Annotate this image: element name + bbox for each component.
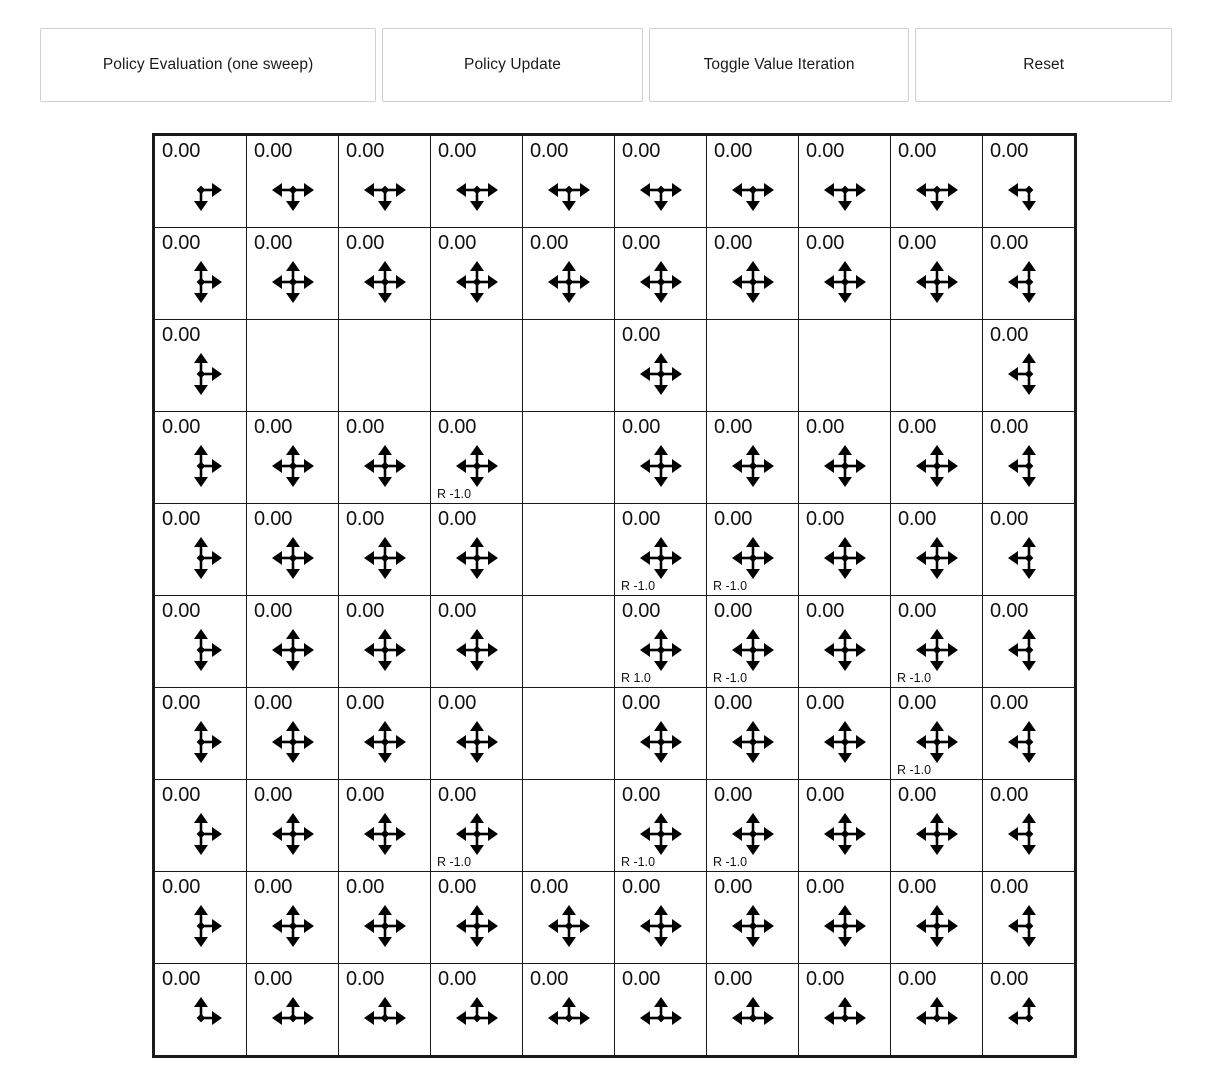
policy-update-button[interactable]: Policy Update	[382, 28, 643, 102]
policy-arrows-icon	[247, 714, 338, 772]
policy-arrows-icon	[891, 254, 982, 312]
policy-arrows-icon	[339, 806, 430, 864]
grid-cell[interactable]	[155, 780, 247, 872]
cell-value: 0.00	[438, 416, 477, 438]
cell-value: 0.00	[530, 232, 569, 254]
grid-cell-wall[interactable]	[799, 320, 891, 412]
cell-value: 0.00	[990, 692, 1029, 714]
cell-value: 0.00	[622, 416, 661, 438]
cell-value: 0.00	[714, 508, 753, 530]
grid-cell[interactable]	[707, 504, 799, 596]
grid-row	[155, 780, 1075, 872]
grid-cell[interactable]	[707, 136, 799, 228]
cell-value: 0.00	[990, 876, 1029, 898]
grid-cell[interactable]	[707, 412, 799, 504]
cell-reward: R -1.0	[437, 487, 472, 501]
policy-arrows-icon	[155, 806, 246, 864]
policy-arrows-icon	[155, 254, 246, 312]
policy-arrows-icon	[615, 438, 706, 496]
grid-cell[interactable]	[891, 872, 983, 964]
cell-value: 0.00	[622, 876, 661, 898]
cell-value: 0.00	[162, 232, 201, 254]
policy-arrows-icon	[615, 990, 706, 1048]
cell-value: 0.00	[438, 140, 477, 162]
cell-value: 0.00	[898, 600, 937, 622]
cell-value: 0.00	[714, 140, 753, 162]
grid-cell[interactable]	[799, 228, 891, 320]
cell-value: 0.00	[622, 968, 661, 990]
grid-cell[interactable]	[155, 504, 247, 596]
gridworld-grid	[152, 133, 1077, 1058]
policy-arrows-icon	[523, 898, 614, 956]
grid-cell-wall[interactable]	[707, 320, 799, 412]
cell-value: 0.00	[438, 876, 477, 898]
cell-value: 0.00	[162, 140, 201, 162]
cell-value: 0.00	[162, 508, 201, 530]
cell-value: 0.00	[346, 140, 385, 162]
cell-value: 0.00	[254, 416, 293, 438]
grid-cell[interactable]	[707, 596, 799, 688]
grid-cell[interactable]	[155, 412, 247, 504]
cell-value: 0.00	[438, 692, 477, 714]
policy-arrows-icon	[983, 714, 1074, 772]
cell-value: 0.00	[806, 508, 845, 530]
grid-cell-wall[interactable]	[523, 320, 615, 412]
grid-cell[interactable]	[339, 228, 431, 320]
grid-cell[interactable]	[983, 964, 1075, 1056]
cell-value: 0.00	[806, 784, 845, 806]
grid-cell[interactable]	[155, 596, 247, 688]
cell-value: 0.00	[162, 600, 201, 622]
cell-value: 0.00	[162, 416, 201, 438]
grid-cell[interactable]	[707, 780, 799, 872]
cell-value: 0.00	[346, 600, 385, 622]
cell-value: 0.00	[530, 876, 569, 898]
grid-row	[155, 596, 1075, 688]
cell-reward: R -1.0	[621, 579, 656, 593]
cell-value: 0.00	[898, 232, 937, 254]
cell-value: 0.00	[438, 968, 477, 990]
cell-value: 0.00	[438, 232, 477, 254]
policy-arrows-icon	[339, 714, 430, 772]
cell-value: 0.00	[254, 692, 293, 714]
cell-value: 0.00	[990, 140, 1029, 162]
grid-cell[interactable]	[247, 228, 339, 320]
grid-cell[interactable]	[983, 872, 1075, 964]
cell-value: 0.00	[162, 784, 201, 806]
cell-reward: R -1.0	[437, 855, 472, 869]
cell-value: 0.00	[622, 324, 661, 346]
policy-arrows-icon	[983, 622, 1074, 680]
cell-value: 0.00	[990, 324, 1029, 346]
grid-cell[interactable]	[247, 596, 339, 688]
policy-arrows-icon	[615, 898, 706, 956]
grid-row	[155, 504, 1075, 596]
policy-arrows-icon	[891, 438, 982, 496]
cell-value: 0.00	[622, 692, 661, 714]
policy-arrows-icon	[247, 162, 338, 220]
policy-arrows-icon	[339, 438, 430, 496]
cell-value: 0.00	[622, 140, 661, 162]
policy-arrows-icon	[431, 990, 522, 1048]
policy-arrows-icon	[891, 162, 982, 220]
grid-cell[interactable]	[155, 964, 247, 1056]
policy-arrows-icon	[983, 254, 1074, 312]
cell-value: 0.00	[254, 140, 293, 162]
policy-arrows-icon	[155, 990, 246, 1048]
policy-arrows-icon	[983, 346, 1074, 404]
grid-cell[interactable]	[431, 872, 523, 964]
grid-cell[interactable]	[155, 688, 247, 780]
reset-button[interactable]: Reset	[915, 28, 1172, 102]
policy-arrows-icon	[799, 990, 890, 1048]
cell-reward: R -1.0	[713, 671, 748, 685]
cell-value: 0.00	[714, 232, 753, 254]
grid-cell[interactable]	[247, 964, 339, 1056]
cell-reward: R -1.0	[621, 855, 656, 869]
grid-cell[interactable]	[431, 228, 523, 320]
grid-cell[interactable]	[615, 872, 707, 964]
grid-row	[155, 688, 1075, 780]
policy-arrows-icon	[799, 438, 890, 496]
grid-cell[interactable]	[983, 136, 1075, 228]
cell-value: 0.00	[898, 876, 937, 898]
policy-arrows-icon	[615, 254, 706, 312]
grid-cell[interactable]	[707, 688, 799, 780]
policy-arrows-icon	[431, 622, 522, 680]
grid-cell[interactable]	[339, 412, 431, 504]
grid-cell[interactable]	[339, 136, 431, 228]
grid-cell[interactable]	[431, 780, 523, 872]
cell-value: 0.00	[898, 416, 937, 438]
policy-arrows-icon	[707, 438, 798, 496]
cell-value: 0.00	[990, 416, 1029, 438]
policy-arrows-icon	[799, 898, 890, 956]
cell-value: 0.00	[714, 416, 753, 438]
cell-value: 0.00	[254, 784, 293, 806]
grid-row	[155, 412, 1075, 504]
policy-arrows-icon	[431, 714, 522, 772]
grid-cell[interactable]	[891, 228, 983, 320]
toggle-value-iteration-button[interactable]: Toggle Value Iteration	[649, 28, 910, 102]
cell-value: 0.00	[806, 600, 845, 622]
policy-arrows-icon	[891, 530, 982, 588]
toolbar	[40, 28, 1172, 102]
cell-value: 0.00	[622, 600, 661, 622]
policy-arrows-icon	[155, 438, 246, 496]
policy-arrows-icon	[799, 622, 890, 680]
policy-arrows-icon	[247, 806, 338, 864]
cell-value: 0.00	[806, 140, 845, 162]
policy-arrows-icon	[431, 162, 522, 220]
grid-cell[interactable]	[799, 136, 891, 228]
policy-arrows-icon	[247, 438, 338, 496]
policy-arrows-icon	[431, 254, 522, 312]
policy-arrows-icon	[707, 898, 798, 956]
grid-cell[interactable]	[431, 688, 523, 780]
policy-evaluation-button[interactable]: Policy Evaluation (one sweep)	[40, 28, 376, 102]
policy-arrows-icon	[799, 254, 890, 312]
policy-arrows-icon	[339, 990, 430, 1048]
grid-cell[interactable]	[983, 596, 1075, 688]
cell-value: 0.00	[714, 692, 753, 714]
policy-arrows-icon	[983, 806, 1074, 864]
grid-cell-wall[interactable]	[891, 320, 983, 412]
policy-arrows-icon	[155, 346, 246, 404]
policy-arrows-icon	[707, 714, 798, 772]
grid-cell[interactable]	[707, 872, 799, 964]
grid-cell[interactable]	[983, 780, 1075, 872]
cell-reward: R -1.0	[713, 579, 748, 593]
cell-value: 0.00	[898, 508, 937, 530]
policy-arrows-icon	[615, 714, 706, 772]
cell-value: 0.00	[438, 600, 477, 622]
cell-value: 0.00	[714, 876, 753, 898]
cell-value: 0.00	[990, 232, 1029, 254]
grid-cell[interactable]	[523, 964, 615, 1056]
grid-cell[interactable]	[891, 688, 983, 780]
policy-arrows-icon	[247, 898, 338, 956]
policy-arrows-icon	[891, 806, 982, 864]
cell-value: 0.00	[254, 876, 293, 898]
grid-cell[interactable]	[891, 964, 983, 1056]
grid-cell[interactable]	[707, 228, 799, 320]
cell-value: 0.00	[714, 968, 753, 990]
grid-cell[interactable]	[799, 504, 891, 596]
policy-arrows-icon	[615, 162, 706, 220]
grid-cell[interactable]	[431, 596, 523, 688]
grid-row	[155, 872, 1075, 964]
cell-value: 0.00	[162, 968, 201, 990]
cell-value: 0.00	[990, 508, 1029, 530]
grid-cell[interactable]	[799, 964, 891, 1056]
policy-arrows-icon	[891, 990, 982, 1048]
grid-cell[interactable]	[247, 412, 339, 504]
grid-cell[interactable]	[615, 780, 707, 872]
grid-cell-wall[interactable]	[431, 320, 523, 412]
policy-arrows-icon	[155, 162, 246, 220]
policy-arrows-icon	[615, 346, 706, 404]
grid-cell-wall[interactable]	[523, 688, 615, 780]
grid-cell-wall[interactable]	[523, 504, 615, 596]
grid-cell[interactable]	[799, 412, 891, 504]
policy-arrows-icon	[155, 530, 246, 588]
cell-reward: R -1.0	[897, 763, 932, 777]
grid-cell[interactable]	[891, 136, 983, 228]
cell-value: 0.00	[346, 876, 385, 898]
cell-value: 0.00	[254, 600, 293, 622]
grid-cell[interactable]	[431, 136, 523, 228]
policy-arrows-icon	[155, 622, 246, 680]
policy-arrows-icon	[983, 990, 1074, 1048]
policy-arrows-icon	[247, 622, 338, 680]
cell-reward: R 1.0	[621, 671, 651, 685]
policy-arrows-icon	[155, 714, 246, 772]
cell-value: 0.00	[714, 784, 753, 806]
cell-value: 0.00	[162, 692, 201, 714]
policy-arrows-icon	[339, 622, 430, 680]
grid-cell[interactable]	[155, 320, 247, 412]
grid-cell[interactable]	[155, 228, 247, 320]
grid-cell[interactable]	[983, 228, 1075, 320]
cell-value: 0.00	[806, 692, 845, 714]
cell-value: 0.00	[254, 508, 293, 530]
policy-arrows-icon	[339, 162, 430, 220]
grid-cell[interactable]	[891, 504, 983, 596]
grid-cell[interactable]	[339, 964, 431, 1056]
cell-value: 0.00	[622, 508, 661, 530]
grid-cell[interactable]	[615, 320, 707, 412]
cell-value: 0.00	[162, 876, 201, 898]
grid-body	[155, 136, 1075, 1056]
cell-value: 0.00	[346, 968, 385, 990]
grid-cell[interactable]	[891, 780, 983, 872]
cell-value: 0.00	[990, 784, 1029, 806]
policy-arrows-icon	[707, 162, 798, 220]
policy-arrows-icon	[431, 530, 522, 588]
cell-value: 0.00	[346, 232, 385, 254]
grid-cell[interactable]	[615, 596, 707, 688]
policy-arrows-icon	[799, 714, 890, 772]
policy-arrows-icon	[799, 162, 890, 220]
grid-cell[interactable]	[891, 412, 983, 504]
policy-arrows-icon	[339, 898, 430, 956]
grid-cell-wall[interactable]	[523, 412, 615, 504]
grid-cell[interactable]	[799, 688, 891, 780]
policy-arrows-icon	[247, 254, 338, 312]
grid-cell[interactable]	[247, 872, 339, 964]
grid-cell[interactable]	[615, 688, 707, 780]
policy-arrows-icon	[891, 898, 982, 956]
grid-cell[interactable]	[247, 780, 339, 872]
policy-arrows-icon	[707, 990, 798, 1048]
policy-arrows-icon	[523, 162, 614, 220]
grid-cell-wall[interactable]	[523, 780, 615, 872]
grid-cell[interactable]	[247, 504, 339, 596]
grid-cell[interactable]	[523, 136, 615, 228]
cell-value: 0.00	[346, 416, 385, 438]
grid-cell[interactable]	[799, 596, 891, 688]
grid-cell[interactable]	[523, 872, 615, 964]
grid-row	[155, 228, 1075, 320]
cell-value: 0.00	[806, 232, 845, 254]
grid-cell-wall[interactable]	[247, 320, 339, 412]
grid-cell-wall[interactable]	[339, 320, 431, 412]
grid-cell[interactable]	[431, 964, 523, 1056]
grid-cell[interactable]	[615, 964, 707, 1056]
cell-value: 0.00	[622, 784, 661, 806]
cell-value: 0.00	[254, 968, 293, 990]
grid-cell[interactable]	[615, 136, 707, 228]
cell-value: 0.00	[990, 968, 1029, 990]
grid-cell[interactable]	[339, 872, 431, 964]
grid-cell[interactable]	[983, 504, 1075, 596]
policy-arrows-icon	[983, 530, 1074, 588]
cell-value: 0.00	[806, 876, 845, 898]
cell-value: 0.00	[346, 692, 385, 714]
policy-arrows-icon	[339, 530, 430, 588]
cell-value: 0.00	[346, 508, 385, 530]
cell-value: 0.00	[898, 784, 937, 806]
grid-cell[interactable]	[983, 688, 1075, 780]
policy-arrows-icon	[339, 254, 430, 312]
cell-value: 0.00	[898, 968, 937, 990]
grid-cell[interactable]	[339, 780, 431, 872]
cell-reward: R -1.0	[713, 855, 748, 869]
policy-arrows-icon	[247, 530, 338, 588]
policy-arrows-icon	[707, 254, 798, 312]
grid-row	[155, 964, 1075, 1056]
cell-value: 0.00	[806, 968, 845, 990]
grid-cell[interactable]	[707, 964, 799, 1056]
policy-arrows-icon	[983, 898, 1074, 956]
cell-value: 0.00	[346, 784, 385, 806]
grid-cell[interactable]	[523, 228, 615, 320]
grid-cell[interactable]	[155, 136, 247, 228]
grid-cell[interactable]	[983, 412, 1075, 504]
grid-cell[interactable]	[615, 228, 707, 320]
grid-cell[interactable]	[339, 504, 431, 596]
grid-cell-wall[interactable]	[523, 596, 615, 688]
policy-arrows-icon	[247, 990, 338, 1048]
grid-cell[interactable]	[247, 136, 339, 228]
grid-cell[interactable]	[615, 412, 707, 504]
cell-value: 0.00	[530, 968, 569, 990]
cell-value: 0.00	[530, 140, 569, 162]
grid-cell[interactable]	[339, 688, 431, 780]
policy-arrows-icon	[799, 530, 890, 588]
cell-value: 0.00	[254, 232, 293, 254]
policy-arrows-icon	[799, 806, 890, 864]
cell-value: 0.00	[162, 324, 201, 346]
grid-cell[interactable]	[799, 780, 891, 872]
grid-row	[155, 136, 1075, 228]
grid-cell[interactable]	[431, 412, 523, 504]
cell-value: 0.00	[898, 692, 937, 714]
grid-cell[interactable]	[339, 596, 431, 688]
policy-arrows-icon	[523, 254, 614, 312]
cell-reward: R -1.0	[897, 671, 932, 685]
grid-cell[interactable]	[799, 872, 891, 964]
grid-row	[155, 320, 1075, 412]
cell-value: 0.00	[438, 784, 477, 806]
cell-value: 0.00	[806, 416, 845, 438]
policy-arrows-icon	[155, 898, 246, 956]
grid-cell[interactable]	[891, 596, 983, 688]
cell-value: 0.00	[622, 232, 661, 254]
grid-cell[interactable]	[431, 504, 523, 596]
grid-cell[interactable]	[247, 688, 339, 780]
grid-cell[interactable]	[983, 320, 1075, 412]
grid-table	[154, 135, 1075, 1056]
grid-cell[interactable]	[615, 504, 707, 596]
cell-value: 0.00	[898, 140, 937, 162]
policy-arrows-icon	[523, 990, 614, 1048]
policy-arrows-icon	[983, 162, 1074, 220]
cell-value: 0.00	[438, 508, 477, 530]
policy-arrows-icon	[431, 898, 522, 956]
grid-cell[interactable]	[155, 872, 247, 964]
policy-arrows-icon	[983, 438, 1074, 496]
cell-value: 0.00	[990, 600, 1029, 622]
cell-value: 0.00	[714, 600, 753, 622]
